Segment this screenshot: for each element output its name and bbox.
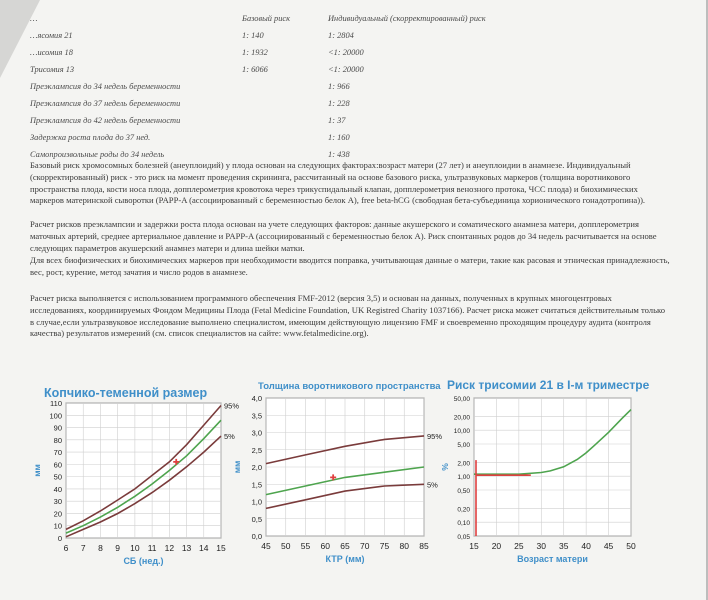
y-tick-label: 3,5 <box>251 411 262 421</box>
row-base-risk: 1: 1932 <box>242 48 268 57</box>
row-condition: Преэклампсия до 34 недель беременности <box>30 82 181 91</box>
y-tick-label: 4,0 <box>251 394 262 403</box>
row-condition: Преэклампсия до 37 недель беременности <box>30 99 181 108</box>
y-tick-label: 3,0 <box>251 428 262 438</box>
y-tick-label: 1,5 <box>251 480 262 490</box>
header-base-risk: Базовый риск <box>242 14 291 23</box>
x-tick-label: 50 <box>626 541 636 551</box>
x-tick-label: 50 <box>281 541 291 551</box>
y-tick-label: 100 <box>49 411 62 421</box>
row-individual-risk: 1: 160 <box>328 133 350 142</box>
series-label: 5% <box>427 480 438 490</box>
y-tick-label: 2,00 <box>457 460 470 468</box>
chart-title-t21: Риск трисомии 21 в I-м триместре <box>447 378 650 392</box>
row-individual-risk: <1: 20000 <box>328 65 364 74</box>
x-tick-label: 30 <box>536 541 547 551</box>
row-base-risk: 1: 6066 <box>242 65 268 74</box>
x-tick-label: 11 <box>147 543 157 553</box>
row-individual-risk: 1: 37 <box>328 116 346 125</box>
y-tick-label: 0,5 <box>251 514 262 524</box>
x-axis-label: Возраст матери <box>517 554 588 564</box>
series-label: 95% <box>224 401 240 411</box>
x-tick-label: 8 <box>98 543 103 553</box>
x-axis-label: КТР (мм) <box>325 554 365 564</box>
row-condition: Задержка роста плода до 37 нед. <box>30 133 151 142</box>
chart-title-crl: Копчико-теменной размер <box>44 386 208 400</box>
y-tick-label: 50,00 <box>453 396 470 403</box>
paragraph-software: Расчет риска выполняется с использованием программного обеспечения FMF-2012 (версия 3,5) и основан на данных, полученных в крупных многоцентровых исследованиях, координируемых Фондом Медицины Плода (Fetal Medicine Foundation, UK Registred Charity 1037166). Расчет риска может считаться действительным только в случае,если ультразвуковое исследование выполнено специалистом, имеющим действующую лицензию FMF и своевременно проходящим процедуру аудита (контроля качества) результатов измерений (см. список специалистов на сайте: www.fetalmedicine.org). <box>30 293 666 339</box>
y-tick-label: 2,0 <box>251 463 262 472</box>
x-tick-label: 13 <box>181 543 192 553</box>
x-tick-label: 15 <box>469 541 479 551</box>
x-tick-label: 25 <box>514 541 524 551</box>
series-label: 95% <box>427 431 443 441</box>
y-tick-label: 0 <box>57 534 62 543</box>
x-tick-label: 65 <box>340 541 350 551</box>
row-condition: Самопроизвольные роды до 34 недель <box>30 150 165 159</box>
y-tick-label: 0,05 <box>457 534 470 541</box>
x-axis-label: СБ (нед.) <box>123 556 164 566</box>
y-tick-label: 0,50 <box>457 488 470 495</box>
paragraph-base-risk: Базовый риск хромосомных болезней (анеуплоидий) у плода основан на следующих факторах:возраст матери (27 лет) и анеуплоидии в анамнезе. Индивидуальный (скорректированный) риск - это риск на момент проведения скрининга, рассчитанный на основе базового риска, ультразвуковых маркеров (толщина воротникового пространства плода, кости носа плода, допплерометрия кровотока через трикуспидальный клапан, допплерометрия венозного протока, ЧСС плода) и биохимических маркеров материнской сыворотки (PAPP-A (ассоциированный с беременностью белок А), free beta-hCG (свободная бета-субъединица хорионического гонадотропина)). <box>30 160 646 206</box>
x-tick-label: 10 <box>130 543 140 553</box>
header-condition: … <box>30 14 38 23</box>
x-tick-label: 85 <box>419 541 429 551</box>
y-axis-label: мм <box>32 464 42 477</box>
series-label: 5% <box>224 432 235 442</box>
y-tick-label: 40 <box>53 484 62 494</box>
row-condition: …ясомия 21 <box>30 31 73 40</box>
y-tick-label: 60 <box>53 460 62 470</box>
x-tick-label: 15 <box>216 543 226 553</box>
plot-area <box>474 398 631 536</box>
paragraph-preeclampsia: Расчет рисков преэклампсии и задержки роста плода основан на учете следующих факторов: данные акушерского и соматического анамнеза матери, допплерометрия маточных артерий, среднее артериальное давление и PAPP-A (ассоциированный с беременностью белок А). Риск спонтанных родов до 34 недель расчитывается на основе следующих параметров акушерский анамнез матери и длина шейки матки. <box>30 219 657 253</box>
row-condition: Преэклампсия до 42 недель беременности <box>30 116 181 125</box>
x-tick-label: 70 <box>360 541 370 551</box>
row-individual-risk: 1: 966 <box>328 82 350 91</box>
y-tick-label: 50 <box>53 472 62 482</box>
row-condition: Трисомия 13 <box>30 65 75 74</box>
y-tick-label: 5,00 <box>457 442 470 449</box>
y-tick-label: 30 <box>53 497 62 507</box>
x-tick-label: 40 <box>581 541 591 551</box>
row-individual-risk: <1: 20000 <box>328 48 364 57</box>
y-tick-label: 0,20 <box>457 506 470 514</box>
y-axis-label: % <box>440 463 450 471</box>
x-tick-label: 9 <box>115 543 121 553</box>
x-tick-label: 12 <box>164 543 175 553</box>
y-tick-label: 70 <box>53 448 62 458</box>
y-tick-label: 10 <box>53 521 62 531</box>
x-tick-label: 14 <box>199 543 209 553</box>
x-tick-label: 20 <box>491 541 502 551</box>
y-tick-label: 0,10 <box>457 520 470 528</box>
y-tick-label: 20 <box>53 509 62 519</box>
x-tick-label: 60 <box>320 541 330 551</box>
y-tick-label: 1,0 <box>251 497 262 507</box>
header-individual-risk: Индивидуальный (скорректированный) риск <box>328 14 486 23</box>
row-individual-risk: 1: 228 <box>328 99 350 108</box>
y-tick-label: 110 <box>50 399 62 408</box>
y-tick-label: 10,00 <box>453 428 470 436</box>
row-condition: …исомия 18 <box>30 48 73 57</box>
x-tick-label: 75 <box>379 541 390 551</box>
x-tick-label: 6 <box>63 543 69 553</box>
y-tick-label: 80 <box>53 435 62 445</box>
row-base-risk: 1: 140 <box>242 31 264 40</box>
x-tick-label: 80 <box>399 541 409 551</box>
x-tick-label: 55 <box>300 541 311 551</box>
x-tick-label: 45 <box>261 541 271 551</box>
y-tick-label: 2,5 <box>251 445 262 455</box>
row-individual-risk: 1: 438 <box>328 150 350 159</box>
row-individual-risk: 1: 2804 <box>328 31 354 40</box>
x-tick-label: 45 <box>603 541 614 551</box>
x-tick-label: 35 <box>558 541 569 551</box>
paragraph-corrections: Для всех биофизических и биохимических маркеров при необходимости вводится поправка, учитывающая данные о матери, такие как расовая и этническая принадлежность, вес, рост, курение, метод зачатия и число родов в анамнезе. <box>30 255 670 277</box>
x-tick-label: 7 <box>80 543 86 553</box>
y-tick-label: 1,00 <box>457 474 470 482</box>
y-tick-label: 0,0 <box>251 532 262 541</box>
chart-title-nt: Толщина воротникового пространства <box>258 381 441 392</box>
y-tick-label: 90 <box>53 423 62 433</box>
y-tick-label: 20,00 <box>453 414 470 422</box>
y-axis-label: мм <box>232 460 242 474</box>
